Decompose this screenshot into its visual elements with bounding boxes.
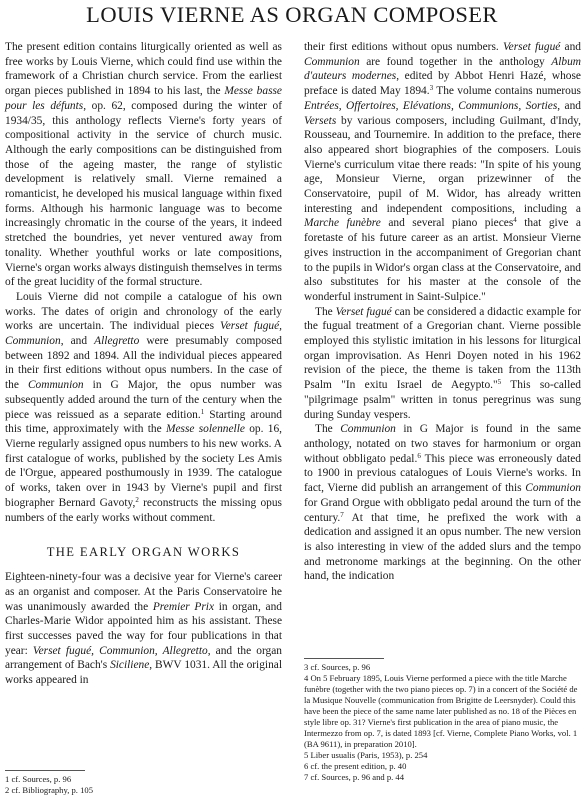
- text-run: in G Major, the opus number was subsequently added around the turn of the century when the piece was reissued as a separate edition.: [5, 379, 282, 421]
- italic-title: Versets: [304, 114, 337, 127]
- left-paragraph-2: [5, 290, 282, 525]
- footnote-ref[interactable]: 2: [135, 495, 139, 504]
- text-run: are found together in the anthology: [359, 55, 552, 68]
- footnote-ref[interactable]: 7: [340, 510, 344, 519]
- italic-title: Messe basse pour les défunts: [5, 85, 282, 112]
- right-paragraph-2: [304, 305, 581, 423]
- italic-title: Allegretto: [94, 335, 140, 348]
- text-run: Louis Vierne did not compile a catalogue of his own works. The dates of origin and chronology of the early works are uncertain. The individual pieces: [5, 290, 282, 333]
- text-run: and several piano pieces: [380, 217, 514, 230]
- footnote: 5 Liber usualis (Paris, 1953), p. 254: [304, 750, 428, 760]
- left-column: [5, 40, 282, 688]
- footnote-ref[interactable]: 1: [200, 407, 205, 416]
- footnote: 1 cf. Sources, p. 96: [5, 774, 72, 784]
- right-footnotes: [304, 658, 581, 783]
- footnote: 2 cf. Bibliography, p. 105: [5, 785, 93, 795]
- text-run: At that time, he prefixed the work with a dedication and assigned it an opus number. The new version is also interesting in view of the added slurs and the tempo and metronome markings at the beginning. On the other hand, the indication: [304, 511, 581, 583]
- italic-title: Siciliene: [110, 659, 150, 672]
- text-run: their first editions without opus numbers.: [304, 41, 503, 53]
- text-run: This piece was erroneously dated to 1900 in previous catalogues of Louis Vierne's works. In fact, Vierne did publish an arrangement of this: [304, 452, 581, 495]
- italic-title: Communion: [340, 423, 396, 436]
- right-column: [304, 40, 581, 584]
- italic-title: Album d'auteurs modernes: [304, 55, 581, 83]
- text-run: and: [560, 41, 581, 53]
- text-run: The volume contains numerous: [433, 85, 581, 98]
- text-run: , and the organ arrangement of Bach's: [5, 644, 282, 672]
- text-run: , BWV 1031. All the original works appeared in: [5, 659, 282, 687]
- italic-title: Messe solennelle: [165, 423, 245, 436]
- italic-title: Communion: [27, 379, 84, 392]
- text-run: for Grand Orgue with obbligato pedal around the turn of the century.: [304, 496, 581, 524]
- footnote-rule: [5, 770, 85, 771]
- right-paragraph-3: [304, 422, 581, 584]
- footnote: 3 cf. Sources, p. 96: [304, 662, 371, 672]
- text-run: in organ, and Charles-Marie Widor appointed him as his assistant. These first successes paved the way for four publications in that year:: [5, 600, 282, 657]
- left-paragraph-3: [5, 570, 282, 688]
- footnote: 7 cf. Sources, p. 96 and p. 44: [304, 772, 405, 782]
- italic-title: Communion: [304, 55, 360, 68]
- text-run: The: [315, 423, 341, 436]
- footnote: 6 cf. the present edition, p. 40: [304, 761, 407, 771]
- italic-title: Verset fugué, Communion: [5, 320, 282, 348]
- left-footnotes: [5, 770, 282, 796]
- italic-title: Verset fugué, Communion, Allegretto: [32, 644, 208, 657]
- text-run: that give a foretaste of his future career as an artist. Monsieur Vierne gives instruction in the accompaniment of Gregorian chant to the pupils in Widor's organ class at the Conservatoire, and also substitutes for his master at the console of the wonderful instrument in Saint-Sulpice.": [304, 217, 581, 303]
- footnote-ref[interactable]: 5: [497, 378, 502, 387]
- left-paragraph-1: [5, 40, 282, 290]
- text-run: , edited by Abbot Henri Hazé, whose preface is dated May 1894.: [304, 70, 581, 98]
- footnote-ref[interactable]: 6: [417, 451, 421, 460]
- text-run: were presumably composed between 1892 and 1894. All the individual pieces appeared in their first editions without opus numbers. In the case of the: [5, 335, 282, 392]
- text-run: reconstructs the missing opus numbers of the early works without comment.: [5, 496, 282, 524]
- footnote-ref[interactable]: 4: [513, 216, 517, 225]
- text-run: , op. 62, composed during the winter of 1934/35, this anthology reflects Vierne's forty years of compositional activity in the service of church music. Although the early compositions can be distinguished from those of the ageing master, the range of stylistic development is relatively small. Vierne remained a romanticist, he developed his musical language within fixed forms. Although his harmonic language was to become increasingly chromatic in the course of the years, it indeed stretched the boundries, yet never ventured away from tonality. Whether youthful works or late compositions, Vierne's organ works always distinguish themselves in terms of the great lucidity of the formal structure.: [5, 99, 283, 289]
- text-run: This so-called "pilgrimage psalm" written in tonus peregrinus was sung during Sunday vespers.: [304, 379, 581, 421]
- italic-title: Entrées, Offertoires, Elévations, Communions, Sorties: [304, 99, 558, 112]
- text-run: can be considered a didactic example for the fugual treatment of a Gregorian chant. Vierne possible employed this stylistic imitation in his lessons for liturgical organ improvisation. As Henri Doyen noted in his 1962 revision of the piece, the theme is taken from the 113th Psalm "In exitu Israel de Aegypto.": [304, 305, 581, 392]
- text-run: The present edition contains liturgically oriented as well as free works by Louis Vierne, which could find use within the framework of a Christian church service. From the earliest organ pieces published in 1894 to his last, the: [5, 41, 282, 98]
- italic-title: Premier Prix: [152, 600, 215, 613]
- page-title: LOUIS VIERNE AS ORGAN COMPOSER: [86, 2, 498, 27]
- text-run: Starting around this time, approximately with the: [5, 408, 282, 436]
- text-run: , and: [557, 99, 581, 112]
- italic-title: Communion: [525, 482, 581, 495]
- italic-title: Verset fugué: [502, 41, 561, 53]
- text-run: op. 16, Vierne regularly assigned opus numbers to his new works. A first catalogue of works, published by the society Les Amis de l'Orgue, appeared posthumously in 1939. The catalogue of works, taken over in 1943 by Vierne's pupil and first biographer Bernard Gavoty,: [5, 423, 283, 509]
- italic-title: Marche funèbre: [304, 217, 381, 230]
- text-run: , and: [60, 335, 95, 348]
- text-run: The: [315, 305, 336, 318]
- footnote: 4 On 5 February 1895, Louis Vierne performed a piece with the title Marche funèbre (together with the two piano pieces op. 7) in a concert of the Société de la Musique Nouvelle (communication from Brigitte de Leersnyder). Could this have been the piece of the same name later published as no. 18 of the Pièces en style libre op. 31? Vierne's first publication in the area of piano music, the Intermezzo from op. 7, is dated 1893 [cf. Vierne, Complete Piano Works, vol. 1 (BA 9611), in preparation 2010].: [304, 673, 578, 749]
- right-paragraph-1: [304, 40, 581, 305]
- footnote-rule: [304, 658, 384, 659]
- footnote-ref[interactable]: 3: [429, 84, 434, 93]
- text-run: by various composers, including Guilmant, d'Indy, Rousseau, and Tournemire. In addition to the preface, there also appeared short biographies of the composers. Louis Vierne's curriculum vitae there reads: "In spite of his young age, Monsieur Vierne, organ prizewinner of the Conservatoire, pupil of M. Widor, has already written interesting and independent compositions, including a: [304, 114, 581, 215]
- text-run: in G Major is found in the same anthology, notated on two staves for harmonium or organ without obbligato pedal.: [304, 423, 581, 465]
- section-heading: THE EARLY ORGAN WORKS: [46, 545, 241, 560]
- italic-title: Verset fugué: [335, 305, 392, 318]
- text-run: Eighteen-ninety-four was a decisive year for Vierne's career as an organist and composer. At the Paris Conservatoire he was unanimously awarded the: [5, 571, 282, 613]
